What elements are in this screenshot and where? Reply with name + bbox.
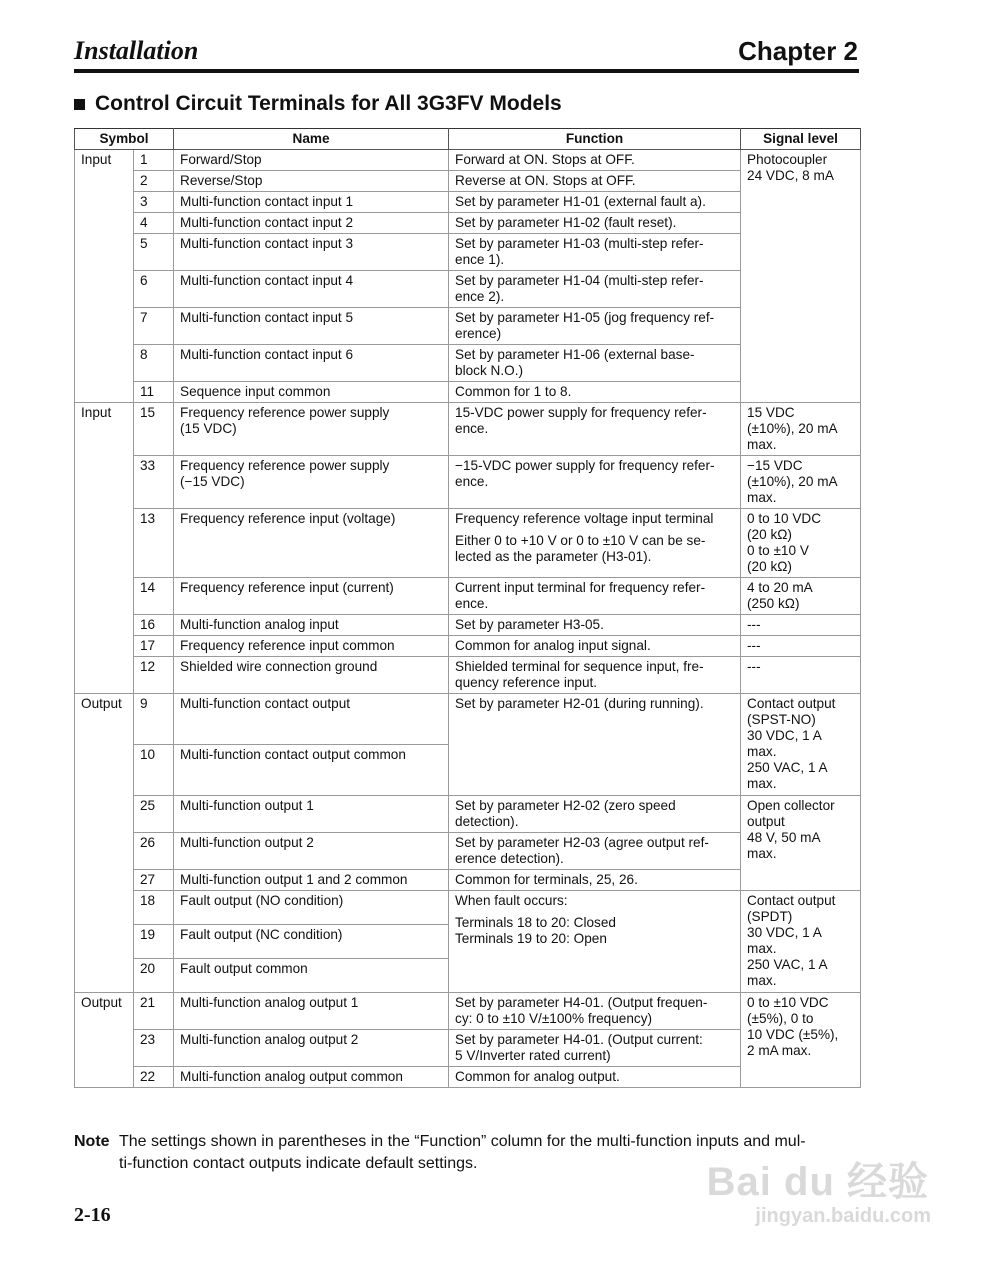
signal-level: 4 to 20 mA (250 kΩ)	[741, 578, 861, 615]
terminal-name: Fault output (NO condition)	[174, 891, 449, 925]
terminal-function: Set by parameter H2-01 (during running).	[449, 694, 741, 796]
group-cell: Output	[75, 694, 134, 993]
table-row	[75, 694, 861, 745]
terminal-name: Fault output (NC condition)	[174, 925, 449, 959]
terminal-name: Frequency reference power supply (−15 VDC)	[174, 456, 449, 509]
terminal-function: Set by parameter H2-02 (zero speed detection).	[449, 796, 741, 833]
table-row	[75, 456, 861, 509]
col-header-signal: Signal level	[741, 129, 861, 150]
terminal-number: 13	[134, 509, 174, 578]
watermark-url: jingyan.baidu.com	[755, 1205, 931, 1227]
terminal-function	[449, 891, 741, 993]
function-line: Either 0 to +10 V or 0 to ±10 V can be se- lected as the parameter (H3-01).	[455, 533, 706, 564]
terminal-number: 15	[134, 403, 174, 456]
terminal-function: Set by parameter H1-05 (jog frequency ref- erence)	[449, 308, 741, 345]
table-row	[75, 636, 861, 657]
signal-level: Contact output (SPDT) 30 VDC, 1 A max. 250 VAC, 1 A max.	[741, 891, 861, 993]
table-row	[75, 657, 861, 694]
terminal-number: 6	[134, 271, 174, 308]
terminal-number: 5	[134, 234, 174, 271]
section-header: Installation	[74, 36, 199, 65]
table-row	[75, 796, 861, 833]
terminal-function: −15-VDC power supply for frequency refer- ence.	[449, 456, 741, 509]
signal-level: ---	[741, 636, 861, 657]
terminal-name: Multi-function output 1	[174, 796, 449, 833]
table-row	[75, 509, 861, 578]
terminal-name: Multi-function contact output	[174, 694, 449, 745]
terminal-function: Set by parameter H2-03 (agree output ref- erence detection).	[449, 833, 741, 870]
terminal-number: 18	[134, 891, 174, 925]
watermark-logo: Bai du 经验	[706, 1160, 929, 1204]
table-row	[75, 403, 861, 456]
col-header-symbol: Symbol	[75, 129, 174, 150]
terminal-name: Multi-function contact input 6	[174, 345, 449, 382]
table-row	[75, 615, 861, 636]
terminal-number: 3	[134, 192, 174, 213]
terminal-number: 10	[134, 745, 174, 796]
page-number: 2-16	[74, 1204, 111, 1226]
terminal-name: Frequency reference input (current)	[174, 578, 449, 615]
function-line: When fault occurs:	[455, 893, 568, 908]
group-cell: Input	[75, 403, 134, 694]
terminal-number: 7	[134, 308, 174, 345]
terminal-number: 17	[134, 636, 174, 657]
terminal-name: Forward/Stop	[174, 150, 449, 171]
terminal-name: Multi-function analog output 2	[174, 1030, 449, 1067]
signal-level: 15 VDC (±10%), 20 mA max.	[741, 403, 861, 456]
terminal-name: Fault output common	[174, 959, 449, 993]
terminal-number: 11	[134, 382, 174, 403]
terminal-table	[74, 128, 861, 1088]
terminal-number: 20	[134, 959, 174, 993]
terminal-function: 15-VDC power supply for frequency refer- ence.	[449, 403, 741, 456]
terminal-name: Multi-function contact input 4	[174, 271, 449, 308]
section-title	[74, 92, 562, 116]
terminal-number: 9	[134, 694, 174, 745]
terminal-function: Set by parameter H1-06 (external base- block N.O.)	[449, 345, 741, 382]
terminal-name: Multi-function contact input 2	[174, 213, 449, 234]
function-line: Frequency reference voltage input terminal	[455, 511, 714, 526]
signal-level: 0 to ±10 VDC (±5%), 0 to 10 VDC (±5%), 2 mA max.	[741, 993, 861, 1088]
col-header-function: Function	[449, 129, 741, 150]
signal-level: ---	[741, 615, 861, 636]
terminal-number: 1	[134, 150, 174, 171]
terminal-number: 33	[134, 456, 174, 509]
terminal-name: Multi-function output 1 and 2 common	[174, 870, 449, 891]
terminal-function: Set by parameter H1-03 (multi-step refer- ence 1).	[449, 234, 741, 271]
terminal-number: 16	[134, 615, 174, 636]
terminal-function: Set by parameter H4-01. (Output frequen- cy: 0 to ±10 V/±100% frequency)	[449, 993, 741, 1030]
terminal-number: 19	[134, 925, 174, 959]
terminal-number: 14	[134, 578, 174, 615]
terminal-function: Set by parameter H4-01. (Output current: 5 V/Inverter rated current)	[449, 1030, 741, 1067]
terminal-name: Frequency reference input common	[174, 636, 449, 657]
terminal-function: Reverse at ON. Stops at OFF.	[449, 171, 741, 192]
terminal-function: Set by parameter H3-05.	[449, 615, 741, 636]
terminal-name: Frequency reference power supply (15 VDC)	[174, 403, 449, 456]
terminal-function: Shielded terminal for sequence input, fre- quency reference input.	[449, 657, 741, 694]
terminal-name: Multi-function contact input 3	[174, 234, 449, 271]
bullet-square-icon	[74, 99, 85, 110]
signal-level: Open collector output 48 V, 50 mA max.	[741, 796, 861, 891]
terminal-name: Multi-function contact input 5	[174, 308, 449, 345]
terminal-number: 21	[134, 993, 174, 1030]
terminal-number: 23	[134, 1030, 174, 1067]
terminal-name: Multi-function analog input	[174, 615, 449, 636]
terminal-function: Common for terminals, 25, 26.	[449, 870, 741, 891]
terminal-number: 26	[134, 833, 174, 870]
terminal-number: 2	[134, 171, 174, 192]
terminal-name: Multi-function analog output common	[174, 1067, 449, 1088]
col-header-name: Name	[174, 129, 449, 150]
table-row	[75, 150, 861, 171]
terminal-number: 12	[134, 657, 174, 694]
terminal-function	[449, 509, 741, 578]
header-rule	[74, 69, 859, 73]
terminal-number: 25	[134, 796, 174, 833]
signal-level: −15 VDC (±10%), 20 mA max.	[741, 456, 861, 509]
chapter-header: Chapter 2	[738, 36, 858, 66]
table-row	[75, 891, 861, 925]
group-cell: Output	[75, 993, 134, 1088]
table-header-row	[75, 129, 861, 150]
terminal-name: Multi-function analog output 1	[174, 993, 449, 1030]
terminal-name: Multi-function contact output common	[174, 745, 449, 796]
terminal-function: Set by parameter H1-02 (fault reset).	[449, 213, 741, 234]
terminal-name: Frequency reference input (voltage)	[174, 509, 449, 578]
terminal-name: Sequence input common	[174, 382, 449, 403]
signal-level: ---	[741, 657, 861, 694]
terminal-function: Set by parameter H1-04 (multi-step refer- ence 2).	[449, 271, 741, 308]
terminal-function: Common for analog output.	[449, 1067, 741, 1088]
table-row	[75, 993, 861, 1030]
signal-level: Contact output (SPST-NO) 30 VDC, 1 A max. 250 VAC, 1 A max.	[741, 694, 861, 796]
terminal-name: Shielded wire connection ground	[174, 657, 449, 694]
terminal-function: Forward at ON. Stops at OFF.	[449, 150, 741, 171]
terminal-name: Reverse/Stop	[174, 171, 449, 192]
signal-level: 0 to 10 VDC (20 kΩ) 0 to ±10 V (20 kΩ)	[741, 509, 861, 578]
terminal-name: Multi-function output 2	[174, 833, 449, 870]
terminal-name: Multi-function contact input 1	[174, 192, 449, 213]
function-line: Terminals 18 to 20: Closed Terminals 19 to 20: Open	[455, 915, 616, 946]
terminal-number: 4	[134, 213, 174, 234]
section-title-text: Control Circuit Terminals for All 3G3FV Models	[95, 92, 562, 115]
table-row	[75, 578, 861, 615]
group-cell: Input	[75, 150, 134, 403]
terminal-function: Set by parameter H1-01 (external fault a).	[449, 192, 741, 213]
terminal-function: Common for 1 to 8.	[449, 382, 741, 403]
note-text: The settings shown in parentheses in the “Function” column for the multi-function inputs and mul- ti-function contact outputs indicate default settings.	[119, 1133, 806, 1172]
note-label: Note	[74, 1133, 110, 1150]
terminal-function: Common for analog input signal.	[449, 636, 741, 657]
terminal-function: Current input terminal for frequency refer- ence.	[449, 578, 741, 615]
signal-level: Photocoupler 24 VDC, 8 mA	[741, 150, 861, 403]
terminal-number: 27	[134, 870, 174, 891]
terminal-number: 22	[134, 1067, 174, 1088]
terminal-number: 8	[134, 345, 174, 382]
